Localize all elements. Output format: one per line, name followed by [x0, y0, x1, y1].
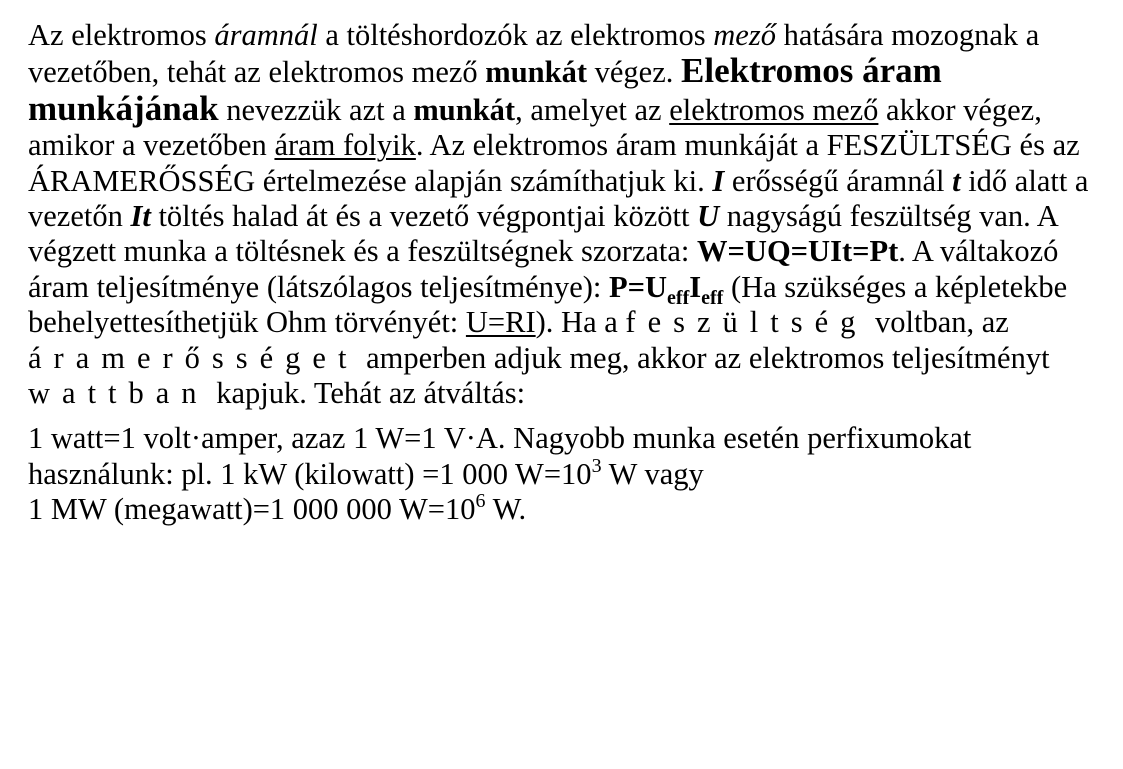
symbol-voltage: U — [697, 199, 720, 234]
term-munkat: munkát — [413, 92, 516, 127]
text-run: végez. — [587, 55, 681, 90]
text-run: amperben adjuk meg, akkor az elektromos teljesítményt — [358, 340, 1050, 375]
text-run: kapjuk. Tehát az átváltás: — [208, 376, 526, 411]
text-run: nagyságú feszültség van. A végzett munka a töltésnek és a feszültségnek szorzata: — [28, 199, 1058, 269]
formula-work: W=UQ=UIt=Pt — [697, 234, 899, 269]
symbol-charge: It — [130, 199, 151, 234]
text-run: , amelyet az — [515, 92, 670, 127]
spaced-wattban: wattban — [28, 376, 209, 411]
underlined-elektromos-mezo: elektromos mező — [669, 92, 879, 127]
text-run: voltban, az — [867, 305, 1009, 340]
spaced-aramerosseget: áramerősséget — [28, 340, 359, 375]
term-mezo: mező — [713, 18, 776, 52]
text-run: (Ha szükséges a képletekbe behelyettesíthetjük Ohm törvényét: — [28, 269, 1068, 340]
symbol-current: I — [712, 163, 725, 198]
text-run: ). Ha a — [535, 305, 626, 340]
underlined-aram-folyik: áram folyik — [274, 128, 416, 163]
text-run: a töltéshordozók az elektromos — [317, 18, 714, 52]
text-run: 1 MW (megawatt)=1 000 000 W=10 — [28, 492, 476, 527]
text-run: W vagy — [601, 456, 704, 491]
text-run: töltés halad át és a vezető végpontjai között — [150, 199, 698, 234]
text-run: akkor végez, amikor a vezetőben — [28, 92, 1042, 163]
symbol-time: t — [952, 163, 961, 198]
text-run: erősségű áramnál — [724, 163, 953, 198]
exponent: 6 — [475, 490, 486, 513]
text-run: . A váltakozó áram teljesítménye (látszólagos teljesítménye): — [28, 234, 1059, 304]
text-run: idő alatt a vezetőn — [28, 163, 1089, 234]
term-munkat: munkát — [485, 55, 587, 90]
formula-power: $P=U_{eff}I_{eff}$ — [609, 269, 724, 309]
text-run: . Az elektromos áram munkáját a FESZÜLTSÉG és az ÁRAMERŐSSÉG értelmezése alapján számíthatjuk ki. — [28, 128, 1080, 198]
paragraph-electric-work — [28, 18, 1093, 411]
exponent: 3 — [591, 454, 602, 477]
text-run: W. — [485, 492, 527, 527]
term-aram: áramnál — [214, 18, 318, 52]
heading-definition: Elektromos áram munkájának — [28, 51, 942, 128]
formula-ohm: U=RI — [465, 305, 536, 340]
paragraph-conversion — [28, 421, 1093, 527]
text-run: Az elektromos — [28, 18, 215, 52]
text-run: nevezzük azt a — [218, 92, 414, 127]
text-run: 1 watt=1 volt·amper, azaz 1 W=1 V·A. Nagyobb munka esetén perfixumokat használunk: pl. 1 kW (kilowatt) =1 000 W=10 — [28, 421, 972, 491]
spaced-feszultseg: feszültség — [625, 305, 868, 340]
text-run: hatására mozognak a vezetőben, tehát az elektromos mező — [28, 18, 1040, 90]
